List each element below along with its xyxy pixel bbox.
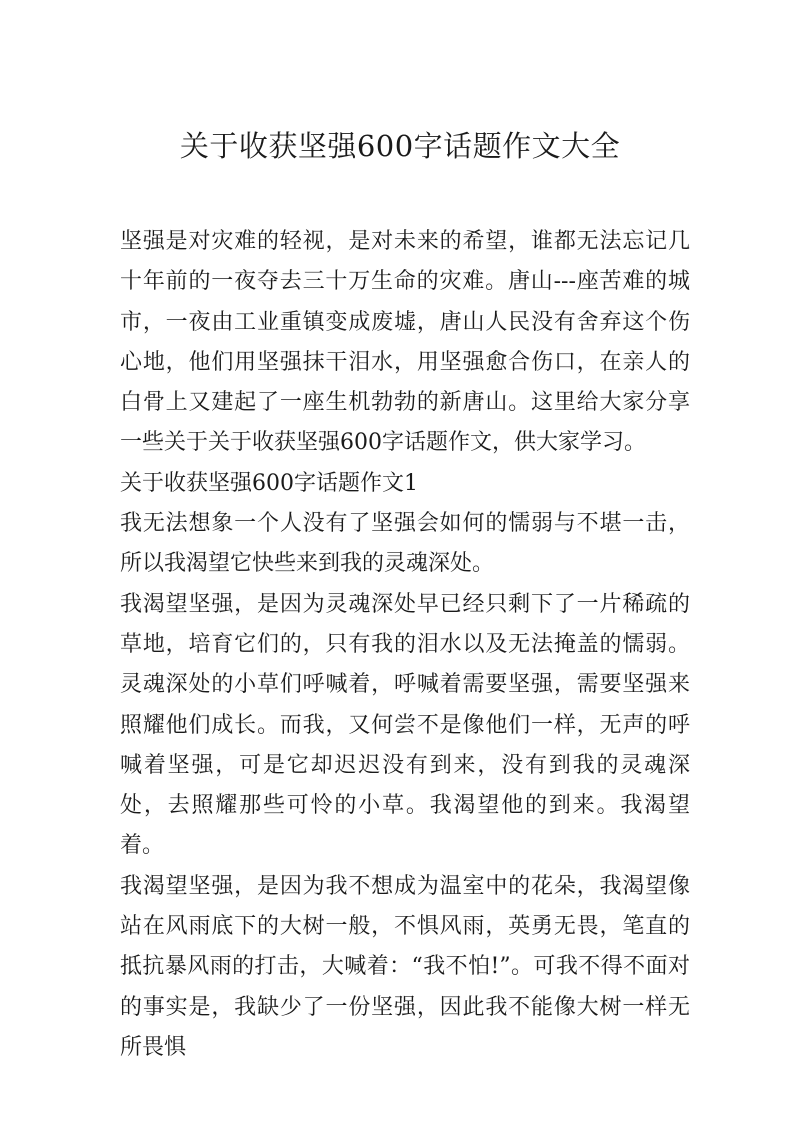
body-paragraph: 我渴望坚强，是因为灵魂深处早已经只剩下了一片稀疏的草地，培育它们的，只有我的泪水以及无法掩盖的懦弱。灵魂深处的小草们呼喊着，呼喊着需要坚强，需要坚强来照耀他们成长。而我，又何尝不是像他们一样，无声的呼喊着坚强，可是它却迟迟没有到来，没有到我的灵魂深处，去照耀那些可怜的小草。我渴望他的到来。我渴望着。	[120, 591, 690, 859]
intro-paragraph: 坚强是对灾难的轻视，是对未来的希望，谁都无法忘记几十年前的一夜夺去三十万生命的灾难。唐山---座苦难的城市，一夜由工业重镇变成废墟，唐山人民没有舍弃这个伤心地，他们用坚强抹干泪水，用坚强愈合伤口，在亲人的白骨上又建起了一座生机勃勃的新唐山。这里给大家分享一些关于关于收获坚强600字话题作文，供大家学习。	[120, 229, 690, 456]
body-paragraph: 我无法想象一个人没有了坚强会如何的懦弱与不堪一击，所以我渴望它快些来到我的灵魂深处。	[120, 511, 690, 577]
body-paragraph: 我渴望坚强，是因为我不想成为温室中的花朵，我渴望像站在风雨底下的大树一般，不惧风雨，英勇无畏，笔直的抵抗暴风雨的打击，大喊着：“我不怕!”。可我不得不面对的事实是，我缺少了一份坚强，因此我不能像大树一样无所畏惧	[120, 873, 690, 1060]
page-title: 关于收获坚强600字话题作文大全	[179, 129, 621, 163]
article-body	[120, 222, 690, 1068]
section-heading: 关于收获坚强600字话题作文1	[120, 470, 418, 496]
